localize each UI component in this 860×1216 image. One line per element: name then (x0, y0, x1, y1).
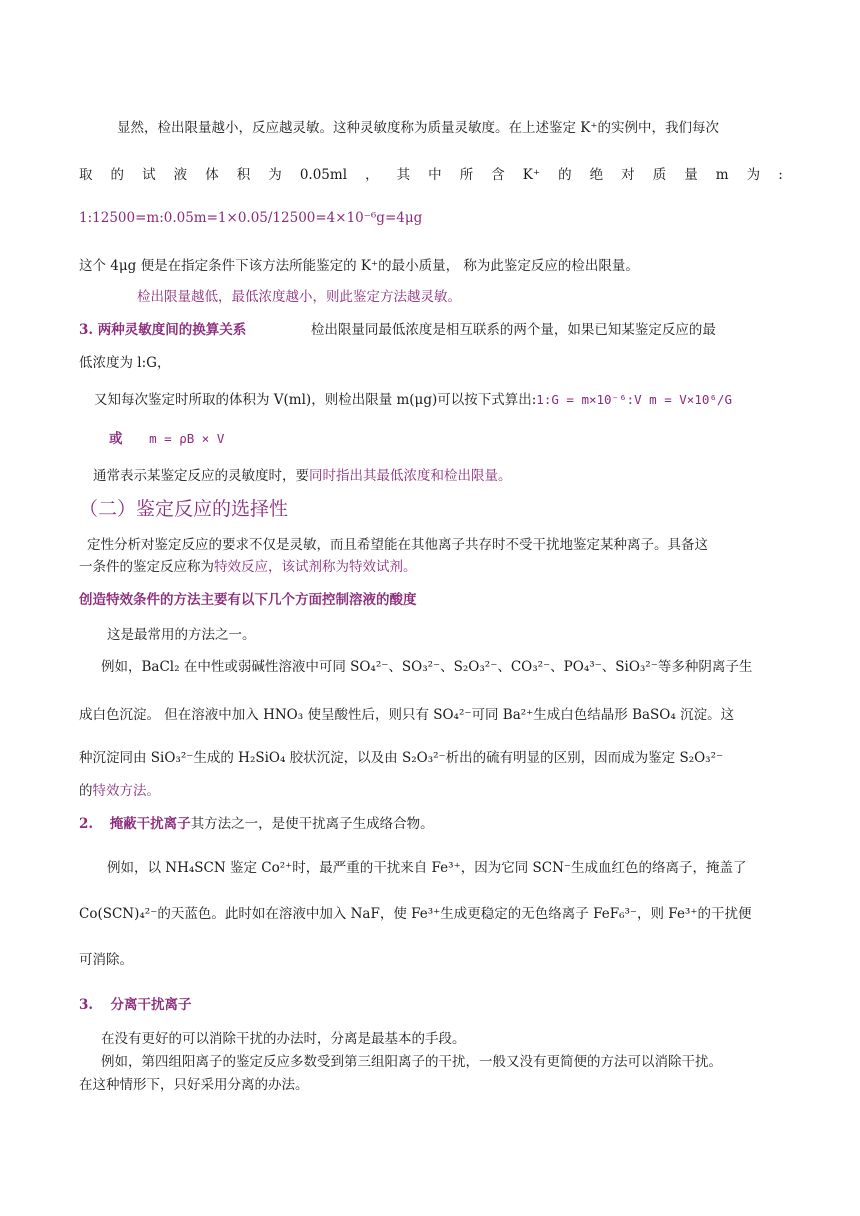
paragraph-line: 例如，第四组阳离子的鉴定反应多数受到第三组阳离子的干扰，一般又没有更简便的方法可以消除干扰。 (101, 1054, 722, 1070)
highlight-line: 检出限量越低，最低浓度越小，则此鉴定方法越灵敏。 (137, 289, 461, 305)
formula-paragraph (94, 391, 732, 409)
subsection-text: 其方法之一，是使干扰离子生成络合物。 (190, 816, 434, 832)
subsection-line (79, 815, 434, 833)
subsection-heading: 创造特效条件的方法主要有以下几个方面控制溶液的酸度 (79, 592, 417, 608)
justified-token: ， (365, 167, 379, 183)
subsection-number: 2. (79, 816, 94, 832)
subsection-heading: 分离干扰离子 (110, 997, 192, 1013)
justified-token: 的 (110, 167, 125, 183)
justified-token: 0.05ml (299, 167, 348, 183)
section-heading: 3. 两种灵敏度间的换算关系 (79, 322, 247, 338)
justified-token: 为 (746, 167, 761, 183)
justified-paragraph-line (79, 166, 783, 184)
justified-token: : (778, 167, 783, 183)
alt-formula: m = ρB × V (149, 431, 225, 446)
justified-token: 积 (236, 167, 251, 183)
highlight-span: 同时指出其最低浓度和检出限量。 (309, 468, 512, 484)
paragraph-line (93, 467, 512, 485)
justified-token: 绝 (589, 167, 604, 183)
justified-token: 取 (79, 167, 93, 183)
justified-token: 含 (491, 167, 505, 183)
paragraph-line: 显然，检出限量越小，反应越灵敏。这种灵敏度称为质量灵敏度。在上述鉴定 K⁺的实例中，我们每次 (117, 120, 720, 136)
formula-intro: 又知每次鉴定时所取的体积为 V(ml)，则检出限量 m(μg)可以按下式算出: (94, 392, 537, 408)
subsection-heading: 掩蔽干扰离子 (109, 816, 191, 832)
paragraph-line: 低浓度为 l:G， (79, 355, 171, 371)
justified-token: 液 (173, 167, 188, 183)
paragraph-line (79, 558, 417, 576)
justified-token: m (715, 167, 729, 183)
text-span: 一条件的鉴定反应称为 (79, 559, 214, 575)
subsection-number: 3. (79, 997, 94, 1013)
paragraph-line: 可消除。 (79, 952, 133, 968)
section-title: （二）鉴定反应的选择性 (79, 498, 289, 520)
paragraph-line: 这个 4μg 便是在指定条件下该方法所能鉴定的 K⁺的最小质量， 称为此鉴定反应的检出限量。 (79, 258, 639, 274)
formula-line: 1:12500=m:0.05m=1×0.05/12500=4×10⁻⁶g=4μg (79, 210, 423, 226)
justified-token: 试 (142, 167, 156, 183)
paragraph-line: 这是最常用的方法之一。 (107, 627, 256, 643)
formula: 1:G = m×10⁻⁶:V m = V×10⁶/G (536, 392, 732, 407)
justified-token: 其 (396, 167, 411, 183)
justified-token: 对 (621, 167, 635, 183)
text-span: 通常表示某鉴定反应的灵敏度时，要 (93, 468, 309, 484)
section-line (79, 321, 716, 339)
paragraph-line: Co(SCN)₄²⁻的天蓝色。此时如在溶液中加入 NaF，使 Fe³⁺生成更稳定的无色络离子 FeF₆³⁻，则 Fe³⁺的干扰便 (79, 906, 752, 922)
paragraph-line: 种沉淀同由 SiO₃²⁻生成的 H₂SiO₄ 胶状沉淀，以及由 S₂O₃²⁻析出的硫有明显的区别，因而成为鉴定 S₂O₃²⁻ (79, 750, 724, 766)
paragraph-line: 在没有更好的可以消除干扰的办法时，分离是最基本的手段。 (101, 1031, 466, 1047)
paragraph-line: 定性分析对鉴定反应的要求不仅是灵敏，而且希望能在其他离子共存时不受干扰地鉴定某种离子。具备这 (87, 537, 708, 553)
alt-formula-line (109, 430, 224, 448)
subsection-line (79, 996, 192, 1014)
highlight-span: 特效方法。 (92, 783, 160, 799)
paragraph-line: 例如，BaCl₂ 在中性或弱碱性溶液中可同 SO₄²⁻、SO₃²⁻、S₂O₃²⁻、CO₃²⁻、PO₄³⁻、SiO₃²⁻等多种阴离子生 (101, 659, 753, 675)
paragraph-line: 例如，以 NH₄SCN 鉴定 Co²⁺时，最严重的干扰来自 Fe³⁺，因为它同 SCN⁻生成血红色的络离子，掩盖了 (107, 860, 747, 876)
justified-token: 体 (205, 167, 219, 183)
text-span: 的 (79, 783, 93, 799)
justified-token: 的 (558, 167, 572, 183)
section-text: 检出限量同最低浓度是相互联系的两个量，如果已知某鉴定反应的最 (310, 322, 716, 338)
justified-token: 所 (459, 167, 474, 183)
justified-token: 量 (684, 167, 698, 183)
paragraph-line (79, 782, 160, 800)
highlight-span: 特效反应，该试剂称为特效试剂。 (214, 559, 417, 575)
paragraph-line: 在这种情形下，只好采用分离的办法。 (79, 1077, 309, 1093)
or-label: 或 (109, 431, 123, 447)
paragraph-line: 成白色沉淀。 但在溶液中加入 HNO₃ 使呈酸性后，则只有 SO₄²⁻可同 Ba²⁺生成白色结晶形 BaSO₄ 沉淀。这 (79, 707, 735, 723)
justified-token: K⁺ (522, 167, 541, 183)
justified-token: 中 (428, 167, 442, 183)
justified-token: 质 (652, 167, 667, 183)
justified-token: 为 (268, 167, 282, 183)
